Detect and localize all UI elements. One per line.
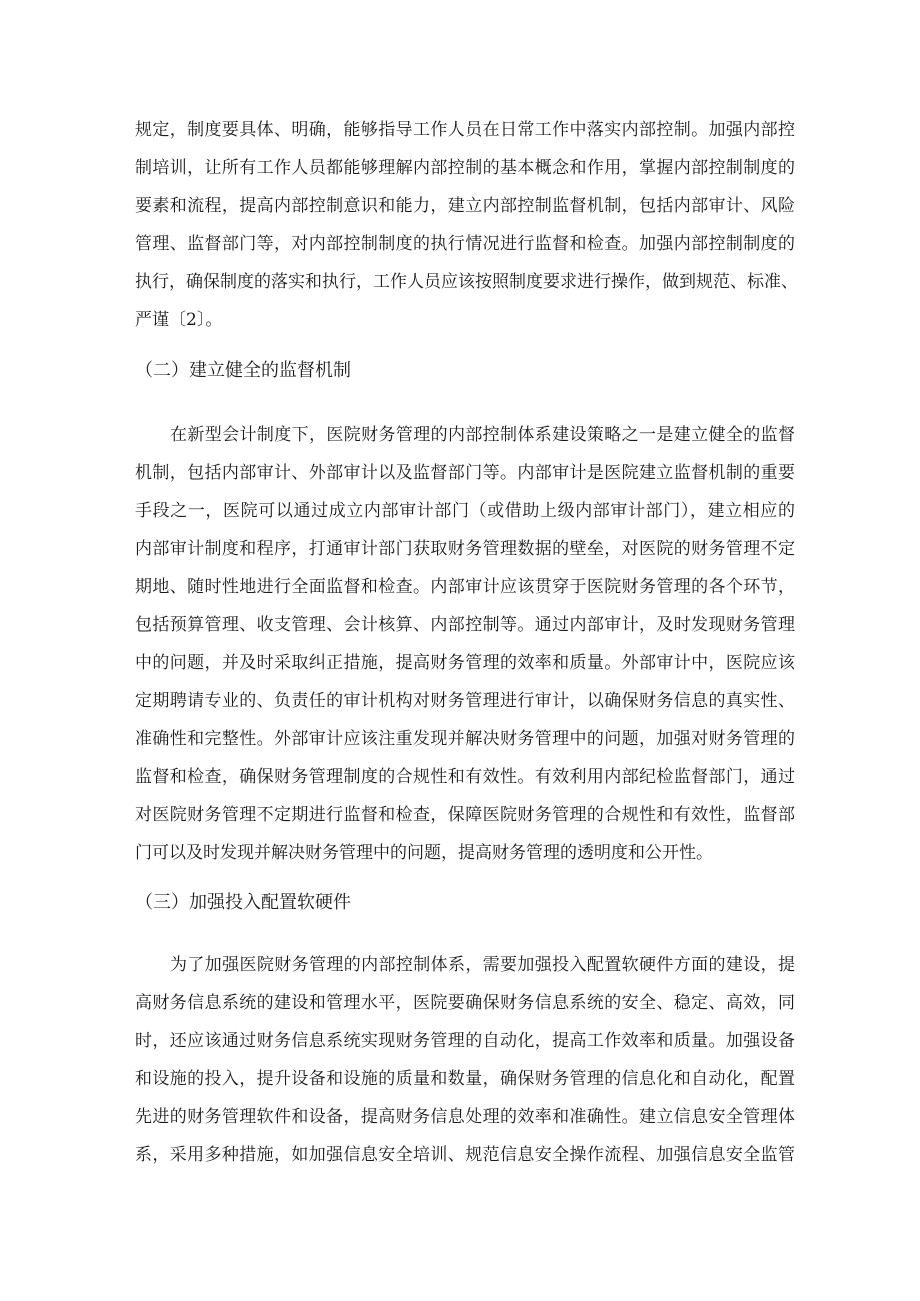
paragraph-line: 时，还应该通过财务信息系统实现财务管理的自动化，提高工作效率和质量。加强设备	[135, 1031, 795, 1051]
paragraph-line: 要素和流程，提高内部控制意识和能力，建立内部控制监督机制，包括内部审计、风险	[135, 196, 795, 216]
paragraph-line: 为了加强医院财务管理的内部控制体系，需要加强投入配置软硬件方面的建设，提	[170, 955, 795, 975]
paragraph-line: 在新型会计制度下，医院财务管理的内部控制体系建设策略之一是建立健全的监督	[170, 425, 795, 445]
paragraph-line: 手段之一，医院可以通过成立内部审计部门（或借助上级内部审计部门），建立相应的	[135, 501, 795, 521]
paragraph-line: 包括预算管理、收支管理、会计核算、内部控制等。通过内部审计，及时发现财务管理	[135, 615, 795, 635]
section-heading: （二）建立健全的监督机制	[135, 360, 351, 381]
paragraph-line: 对医院财务管理不定期进行监督和检查，保障医院财务管理的合规性和有效性，监督部	[135, 805, 795, 825]
paragraph-line: 定期聘请专业的、负责任的审计机构对财务管理进行审计，以确保财务信息的真实性、	[135, 691, 795, 711]
section-heading: （三）加强投入配置软硬件	[135, 892, 351, 913]
paragraph-line: 制培训，让所有工作人员都能够理解内部控制的基本概念和作用，掌握内部控制制度的	[135, 158, 795, 178]
paragraph-line: 中的问题，并及时采取纠正措施，提高财务管理的效率和质量。外部审计中，医院应该	[135, 653, 795, 673]
paragraph-line: 高财务信息系统的建设和管理水平，医院要确保财务信息系统的安全、稳定、高效，同	[135, 993, 795, 1013]
paragraph-line: 先进的财务管理软件和设备，提高财务信息处理的效率和准确性。建立信息安全管理体	[135, 1107, 795, 1127]
paragraph-line: 和设施的投入，提升设备和设施的质量和数量，确保财务管理的信息化和自动化，配置	[135, 1069, 795, 1089]
paragraph-line: 严谨〔2〕。	[135, 310, 223, 330]
paragraph-line: 期地、随时性地进行全面监督和检查。内部审计应该贯穿于医院财务管理的各个环节，	[135, 577, 795, 597]
paragraph-line: 监督和检查，确保财务管理制度的合规性和有效性。有效利用内部纪检监督部门，通过	[135, 767, 795, 787]
paragraph-line: 准确性和完整性。外部审计应该注重发现并解决财务管理中的问题，加强对财务管理的	[135, 729, 795, 749]
paragraph-line: 管理、监督部门等，对内部控制制度的执行情况进行监督和检查。加强内部控制制度的	[135, 234, 795, 254]
paragraph-line: 机制，包括内部审计、外部审计以及监督部门等。内部审计是医院建立监督机制的重要	[135, 463, 795, 483]
paragraph-line: 系，采用多种措施，如加强信息安全培训、规范信息安全操作流程、加强信息安全监管	[135, 1145, 795, 1165]
paragraph-line: 内部审计制度和程序，打通审计部门获取财务管理数据的壁垒，对医院的财务管理不定	[135, 539, 795, 559]
paragraph-line: 规定，制度要具体、明确，能够指导工作人员在日常工作中落实内部控制。加强内部控	[135, 120, 795, 140]
paragraph-line: 门可以及时发现并解决财务管理中的问题，提高财务管理的透明度和公开性。	[135, 843, 713, 863]
paragraph-line: 执行，确保制度的落实和执行，工作人员应该按照制度要求进行操作，做到规范、标准、	[135, 272, 798, 292]
